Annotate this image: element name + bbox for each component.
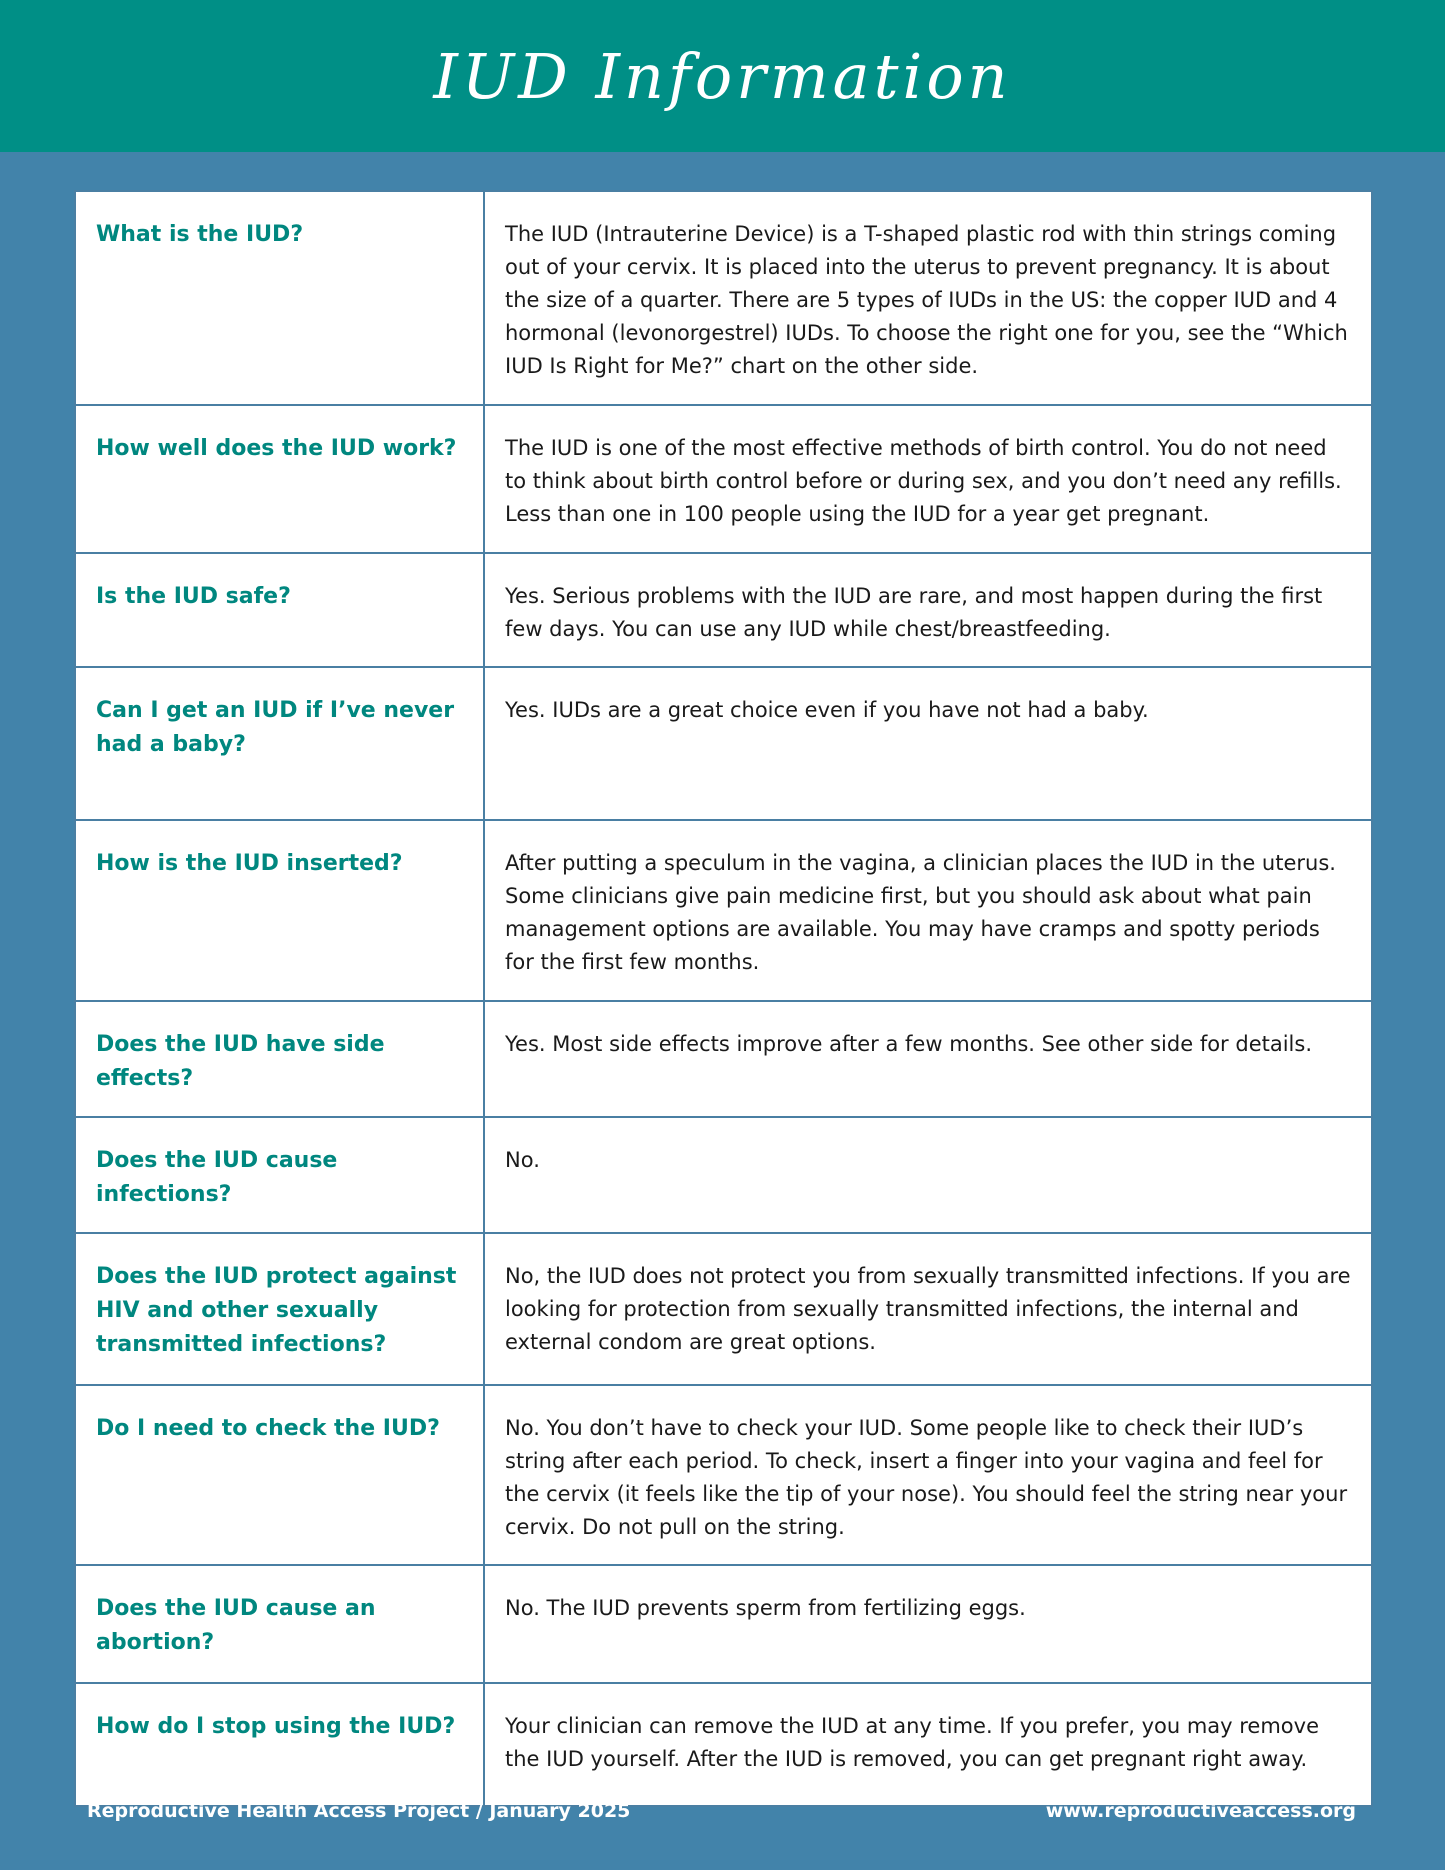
table-row: [75, 1001, 1372, 1117]
answer-cell: No.: [484, 1117, 1372, 1233]
question-cell: Can I get an IUD if I’ve never had a baby?: [75, 667, 484, 820]
answer-cell: Yes. Serious problems with the IUD are rare, and most happen during the first few days. You can use any IUD while chest/breastfeeding.: [484, 553, 1372, 667]
answer-cell: No, the IUD does not protect you from sexually transmitted infections. If you are looking for protection from sexually transmitted infections, the internal and external condom are great options.: [484, 1233, 1372, 1385]
table-row: [75, 191, 1372, 405]
qa-table: [74, 190, 1373, 1807]
table-row: [75, 1233, 1372, 1385]
footer-website-link[interactable]: www.reproductiveaccess.org: [1045, 1800, 1356, 1822]
answer-cell: Yes. IUDs are a great choice even if you have not had a baby.: [484, 667, 1372, 820]
answer-cell: The IUD (Intrauterine Device) is a T-shaped plastic rod with thin strings coming out of your cervix. It is placed into the uterus to prevent pregnancy. It is about the size of a quarter. There are 5 types of IUDs in the US: the copper IUD and 4 hormonal (levonorgestrel) IUDs. To choose the right one for you, see the “Which IUD Is Right for Me?” chart on the other side.: [484, 191, 1372, 405]
table-row: [75, 405, 1372, 553]
page-footer: [87, 1800, 1356, 1822]
question-cell: Does the IUD have side effects?: [75, 1001, 484, 1117]
footer-credit: Reproductive Health Access Project / January 2025: [87, 1800, 631, 1822]
question-cell: What is the IUD?: [75, 191, 484, 405]
answer-cell: After putting a speculum in the vagina, a clinician places the IUD in the uterus. Some clinicians give pain medicine first, but you should ask about what pain management options are available. You may have cramps and spotty periods for the first few months.: [484, 820, 1372, 1001]
answer-cell: No. You don’t have to check your IUD. Some people like to check their IUD’s string after each period. To check, insert a finger into your vagina and feel for the cervix (it feels like the tip of your nose). You should feel the string near your cervix. Do not pull on the string.: [484, 1385, 1372, 1565]
question-cell: How do I stop using the IUD?: [75, 1683, 484, 1806]
page-title: IUD Information: [433, 39, 1012, 113]
table-row: [75, 667, 1372, 820]
question-cell: Does the IUD cause an abortion?: [75, 1565, 484, 1683]
question-cell: How well does the IUD work?: [75, 405, 484, 553]
table-row: [75, 1385, 1372, 1565]
question-cell: How is the IUD inserted?: [75, 820, 484, 1001]
question-cell: Does the IUD protect against HIV and other sexually transmitted infections?: [75, 1233, 484, 1385]
question-cell: Does the IUD cause infections?: [75, 1117, 484, 1233]
answer-cell: No. The IUD prevents sperm from fertilizing eggs.: [484, 1565, 1372, 1683]
table-row: [75, 1683, 1372, 1806]
answer-cell: The IUD is one of the most effective methods of birth control. You do not need to think about birth control before or during sex, and you don’t need any refills. Less than one in 100 people using the IUD for a year get pregnant.: [484, 405, 1372, 553]
answer-cell: Yes. Most side effects improve after a few months. See other side for details.: [484, 1001, 1372, 1117]
page-header: [0, 0, 1445, 152]
table-row: [75, 820, 1372, 1001]
table-row: [75, 553, 1372, 667]
table-row: [75, 1565, 1372, 1683]
answer-cell: Your clinician can remove the IUD at any time. If you prefer, you may remove the IUD yourself. After the IUD is removed, you can get pregnant right away.: [484, 1683, 1372, 1806]
table-row: [75, 1117, 1372, 1233]
question-cell: Is the IUD safe?: [75, 553, 484, 667]
question-cell: Do I need to check the IUD?: [75, 1385, 484, 1565]
